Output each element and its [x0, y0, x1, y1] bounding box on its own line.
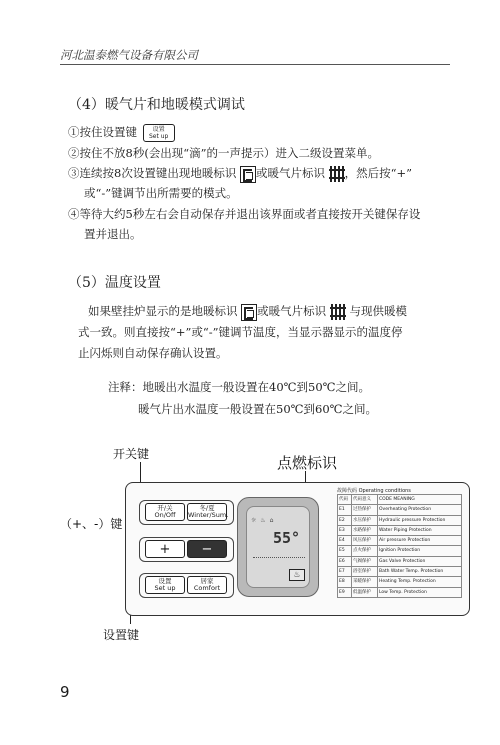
temp-para-line1: 如果壁挂炉显示的是地暖标识 或暖气片标识 与现供暖模 — [88, 303, 407, 321]
table-cell: Overheating Protection — [378, 505, 462, 515]
plus-button[interactable]: + — [145, 540, 185, 558]
table-cell: Hydraulic pressure Protection — [378, 515, 462, 525]
floor-heating-icon — [241, 304, 257, 321]
company-header: 河北温泰燃气设备有限公司 — [60, 48, 198, 62]
lcd-display — [237, 497, 319, 597]
table-cell: E6 — [338, 556, 352, 566]
table-cell: 点火保护 — [352, 546, 378, 556]
table-cell: 水压保护 — [352, 515, 378, 525]
table-cell: 低温保护 — [352, 587, 378, 597]
table-cell: E8 — [338, 577, 352, 587]
temp-para-line3: 止闪烁则自动保存确认设置。 — [78, 346, 228, 360]
table-row — [338, 567, 462, 577]
step2-line: ②按住不放8秒(会出现“滴”的一声提示）进入二级设置菜单。 — [68, 146, 380, 160]
minus-button[interactable]: − — [187, 540, 227, 558]
setup-key-label: 设置键 — [103, 628, 140, 642]
step3-line: ③连续按8次设置键出现地暖标识 或暖气片标识 ，然后按“+” — [68, 165, 412, 183]
table-header-cell: CODE MEANING — [378, 495, 462, 505]
table-row — [338, 587, 462, 597]
table-row — [338, 577, 462, 587]
table-cell: Low Temp. Protection — [378, 587, 462, 597]
table-cell: Ignition Protection — [378, 546, 462, 556]
temp-para-line2: 式一致。则直接按“+”或“-”键调节温度，当显示器显示的温度停 — [78, 325, 403, 339]
section4-title: （4）暖气片和地暖模式调试 — [68, 97, 245, 113]
table-cell: E2 — [338, 515, 352, 525]
header-divider — [60, 64, 450, 65]
table-row — [338, 505, 462, 515]
section5-title: （5）温度设置 — [68, 275, 161, 291]
table-row — [338, 536, 462, 546]
power-key-label: 开关键 — [113, 447, 150, 461]
flame-icon: ♨ — [289, 569, 305, 581]
ignition-indicator-label: 点燃标识 — [277, 454, 338, 472]
table-cell: E7 — [338, 567, 352, 577]
table-cell: E5 — [338, 546, 352, 556]
table-header-cell: 代码 — [338, 495, 352, 505]
step3-line2: 或“-”键调节出所需要的模式。 — [84, 186, 238, 200]
step1-line — [68, 124, 175, 142]
table-cell: E9 — [338, 587, 352, 597]
table-cell: 水路保护 — [352, 525, 378, 535]
note-floor-temp: 注释：地暖出水温度一般设置在40℃到50℃之间。 — [108, 380, 370, 394]
lcd-temperature: 55° — [273, 529, 301, 547]
fault-code-title: 故障代码 Operating conditions — [337, 488, 411, 494]
power-button[interactable]: 开/关 On/Off — [145, 503, 185, 521]
table-row — [338, 546, 462, 556]
table-cell: Water Piping Protection — [378, 525, 462, 535]
table-cell: E4 — [338, 536, 352, 546]
table-cell: 过热保护 — [352, 505, 378, 515]
fault-code-table — [337, 494, 462, 598]
table-cell: 采暖保护 — [352, 577, 378, 587]
setup-key-icon: 设置 Set up — [143, 124, 175, 142]
table-cell: E3 — [338, 525, 352, 535]
radiator-icon — [329, 166, 345, 182]
table-cell: Heating Temp. Protection — [378, 577, 462, 587]
lcd-screen — [246, 506, 310, 588]
table-header-cell: 代码意义 — [352, 495, 378, 505]
lcd-scale — [253, 557, 305, 563]
page-number: 9 — [60, 683, 70, 701]
step1-text: ①按住设置键 — [68, 125, 137, 139]
note-radiator-temp: 暖气片出水温度一般设置在50℃到60℃之间。 — [138, 402, 377, 416]
setup-button[interactable]: 设置 Set up — [145, 576, 185, 594]
table-cell: Gas Valve Protection — [378, 556, 462, 566]
step4-line: ④等待大约5秒左右会自动保存并退出该界面或者直接按开关键保存设 — [68, 207, 421, 221]
comfort-button[interactable]: 居家 Comfort — [187, 576, 227, 594]
floor-heating-icon — [240, 166, 256, 183]
table-cell: 风压保护 — [352, 536, 378, 546]
table-cell: 浴室保护 — [352, 567, 378, 577]
table-cell: Bath Water Temp. Protection — [378, 567, 462, 577]
table-cell: E1 — [338, 505, 352, 515]
table-row — [338, 525, 462, 535]
step4-line2: 置并退出。 — [84, 227, 142, 241]
table-row — [338, 556, 462, 566]
winter-summer-button[interactable]: 冬/夏 Winter/Sum. — [188, 504, 229, 519]
table-header-row — [338, 495, 462, 505]
plus-minus-key-label: （+、-）键 — [60, 517, 123, 531]
lcd-status-icons: ☼ ♨ ⌂ — [251, 517, 275, 524]
table-row — [338, 515, 462, 525]
radiator-icon — [330, 304, 346, 320]
table-cell: Air pressure Protection — [378, 536, 462, 546]
table-cell: 气阀保护 — [352, 556, 378, 566]
